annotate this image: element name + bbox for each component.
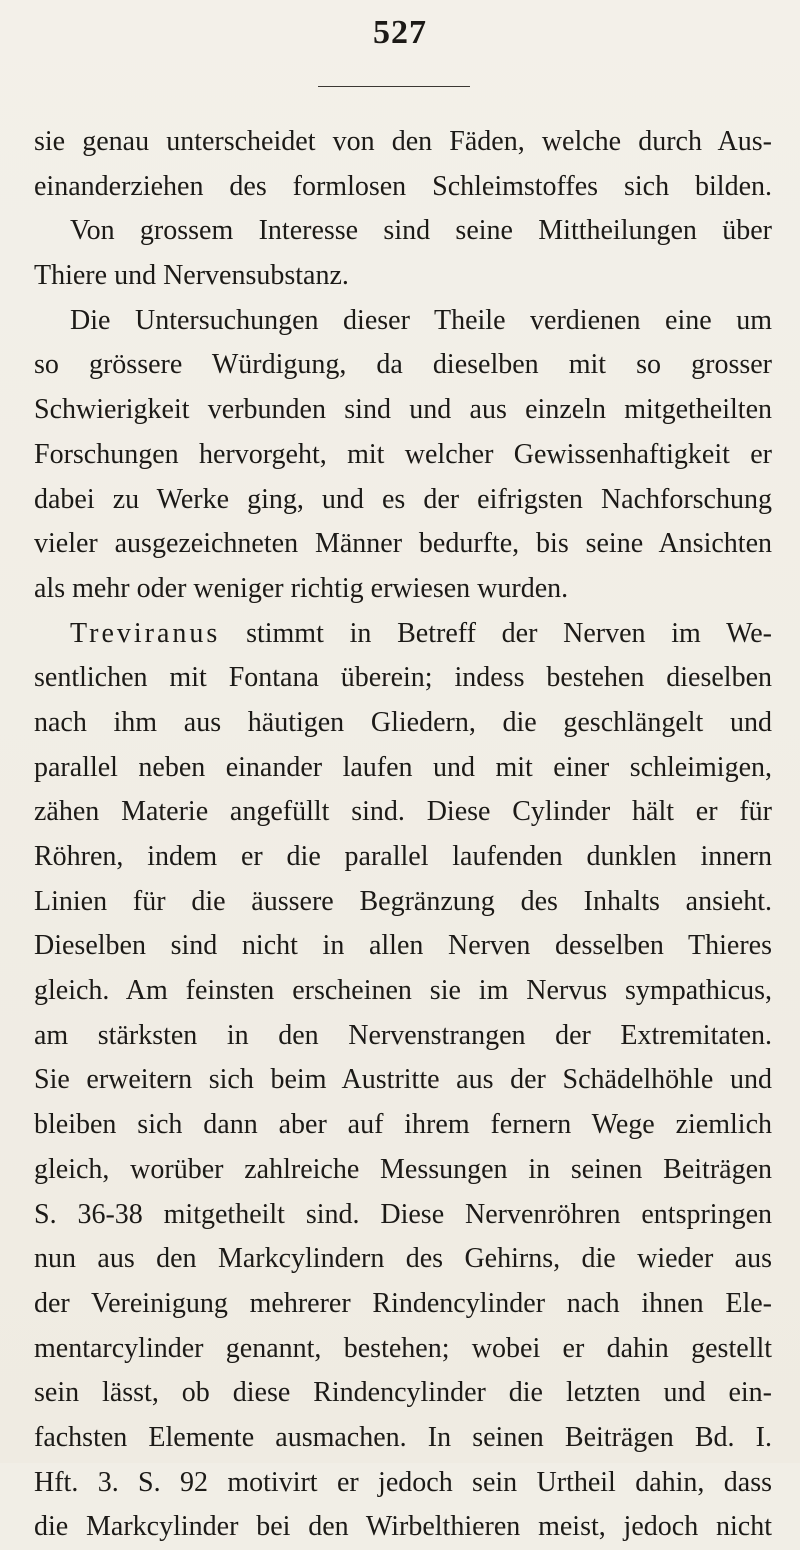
text-line: Die Untersuchungen dieser Theile verdienen eine um xyxy=(70,304,772,336)
text-line: Sie erweitern sich beim Austritte aus der Schädelhöhle und xyxy=(34,1064,772,1096)
text-line: sie genau unterscheidet von den Fäden, welche durch Aus- xyxy=(34,126,772,157)
text-line: die Markcylinder bei den Wirbelthieren meist, jedoch nicht xyxy=(34,1511,772,1543)
text-line: gleich. Am feinsten erscheinen sie im Nervus sympathicus, xyxy=(34,975,772,1007)
text-line: sein lässt, ob diese Rindencylinder die letzten und ein- xyxy=(34,1377,772,1409)
body-text xyxy=(34,120,772,1550)
text-line: Dieselben sind nicht in allen Nerven desselben Thieres xyxy=(34,930,772,962)
text-line: vieler ausgezeichneten Männer bedurfte, bis seine Ansichten xyxy=(34,528,772,560)
text-line: nun aus den Markcylindern des Gehirns, die wieder aus xyxy=(34,1243,772,1275)
text-line: fachsten Elemente ausmachen. In seinen Beiträgen Bd. I. xyxy=(34,1421,772,1453)
text-line: der Vereinigung mehrerer Rindencylinder nach ihnen Ele- xyxy=(34,1287,772,1319)
text-line: am stärksten in den Nervenstrangen der Extremitaten. xyxy=(34,1019,772,1051)
text-line: zähen Materie angefüllt sind. Diese Cylinder hält er für xyxy=(34,796,772,828)
text-line: einanderziehen des formlosen Schleimstoffes sich bilden. xyxy=(34,170,772,202)
text-line: mentarcylinder genannt, bestehen; wobei er dahin gestellt xyxy=(34,1332,772,1364)
text-line-treviranus xyxy=(34,612,772,657)
text-line: parallel neben einander laufen und mit einer schleimigen, xyxy=(34,751,772,783)
text-line-rest: stimmt in Betreff der Nerven im We- xyxy=(246,617,772,649)
text-line: Thiere und Nervensubstanz. xyxy=(34,260,349,292)
text-line: so grössere Würdigung, da dieselben mit so grosser xyxy=(34,349,772,381)
text-line: Forschungen hervorgeht, mit welcher Gewissenhaftigkeit er xyxy=(34,438,772,470)
text-line: dabei zu Werke ging, und es der eifrigsten Nachforschung xyxy=(34,483,772,515)
text-line: Linien für die äussere Begränzung des Inhalts ansieht. xyxy=(34,885,772,917)
text-line: bleiben sich dann aber auf ihrem fernern Wege ziemlich xyxy=(34,1109,772,1141)
text-line: S. 36-38 mitgetheilt sind. Diese Nervenröhren entspringen xyxy=(34,1198,772,1230)
text-line: nach ihm aus häutigen Gliedern, die geschlängelt und xyxy=(34,706,772,738)
header-rule xyxy=(318,86,470,87)
author-name-spaced: Treviranus xyxy=(70,617,221,649)
text-line: sentlichen mit Fontana überein; indess bestehen dieselben xyxy=(34,662,772,694)
text-line: Von grossem Interesse sind seine Mittheilungen über xyxy=(70,215,772,247)
text-line: Schwierigkeit verbunden sind und aus einzeln mitgetheilten xyxy=(34,394,772,426)
text-line: Hft. 3. S. 92 motivirt er jedoch sein Urtheil dahin, dass xyxy=(34,1466,772,1498)
text-line: als mehr oder weniger richtig erwiesen wurden. xyxy=(34,572,569,604)
text-line: gleich, worüber zahlreiche Messungen in seinen Beiträgen xyxy=(34,1153,772,1185)
page-number: 527 xyxy=(373,14,427,51)
text-line: Röhren, indem er die parallel laufenden dunklen innern xyxy=(34,841,772,872)
